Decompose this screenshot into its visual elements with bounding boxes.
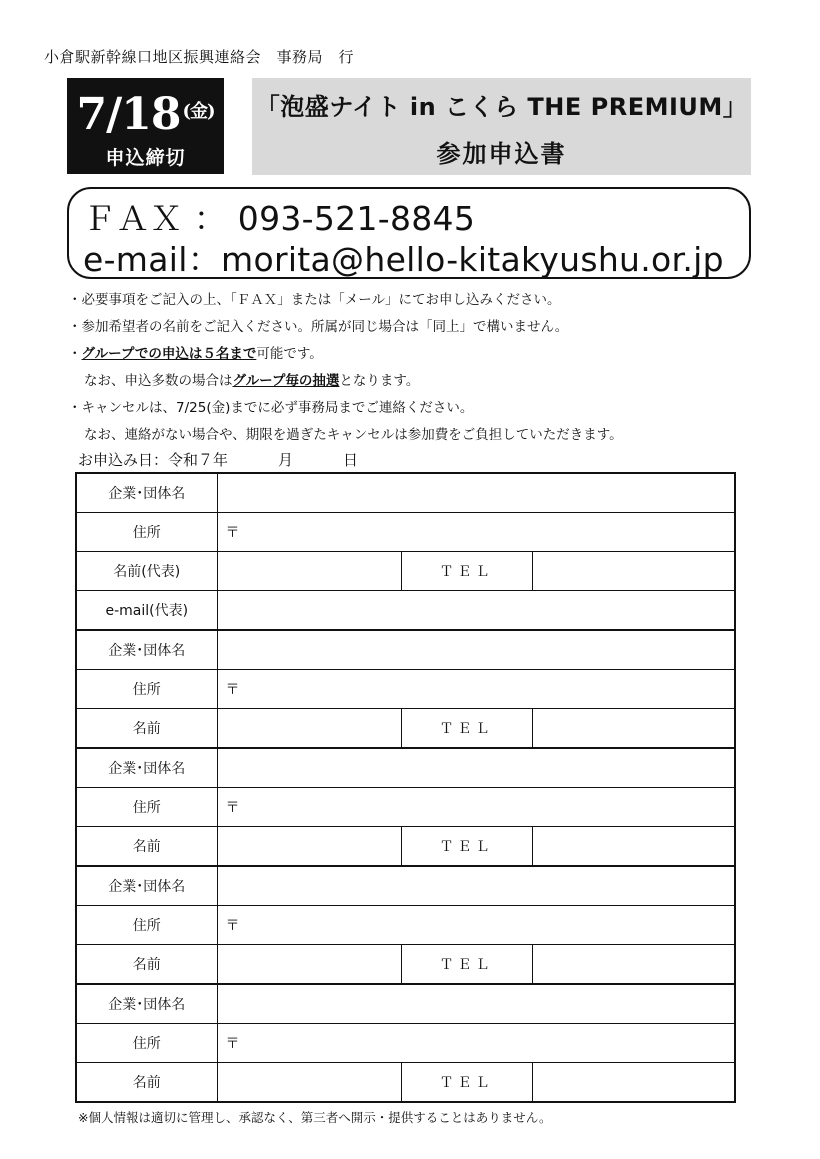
name-field[interactable] <box>217 552 401 591</box>
note-5: ・キャンセルは、7/25(金)までに必ず事務局までご連絡ください。 <box>68 400 474 416</box>
tel-field[interactable] <box>532 1063 735 1103</box>
contact-box <box>67 187 751 279</box>
name-label: 名前 <box>76 827 217 867</box>
deadline-date: 7/18 $^{(金)}$ <box>76 89 215 140</box>
org-field[interactable] <box>217 748 735 788</box>
name-field[interactable] <box>217 1063 401 1103</box>
address-field[interactable]: 〒 <box>217 513 735 552</box>
org-label: 企業･団体名 <box>76 473 217 513</box>
name-label: 名前 <box>76 709 217 749</box>
tel-label: ＴＥＬ <box>401 827 532 867</box>
tel-field[interactable] <box>532 827 735 867</box>
lottery-text: グループ毎の抽選 <box>232 373 340 389</box>
deadline-label: 申込締切 <box>105 147 186 169</box>
name-field[interactable] <box>217 709 401 749</box>
org-label: 企業･団体名 <box>76 984 217 1024</box>
form-title: 参加申込書 <box>436 140 567 168</box>
note-4: なお、申込多数の場合はグループ毎の抽選となります。 <box>84 373 420 389</box>
tel-label: ＴＥＬ <box>401 552 532 591</box>
org-field[interactable] <box>217 984 735 1024</box>
deadline-weekday: (金) <box>182 101 215 122</box>
address-label: 住所 <box>76 788 217 827</box>
org-label: 企業･団体名 <box>76 748 217 788</box>
tel-field[interactable] <box>532 709 735 749</box>
tel-label: ＴＥＬ <box>401 1063 532 1103</box>
tel-field[interactable] <box>532 945 735 985</box>
org-field[interactable] <box>217 630 735 670</box>
title-box <box>252 78 751 175</box>
name-label: 名前 <box>76 1063 217 1103</box>
address-field[interactable]: 〒 <box>217 788 735 827</box>
name-field[interactable] <box>217 945 401 985</box>
group-limit-text: グループでの申込は５名まで <box>81 346 257 362</box>
address-field[interactable]: 〒 <box>217 1024 735 1063</box>
org-label: 企業･団体名 <box>76 866 217 906</box>
note-3: ・グループでの申込は５名まで可能です。 <box>68 346 323 362</box>
instructions <box>68 287 623 449</box>
privacy-note: ※個人情報は適切に管理し、承認なく、第三者へ開示・提供することはありません。 <box>78 1110 552 1125</box>
tel-field[interactable] <box>532 552 735 591</box>
name-rep-label: 名前(代表) <box>76 552 217 591</box>
tel-label: ＴＥＬ <box>401 945 532 985</box>
month-label: 月 <box>278 451 294 469</box>
tel-label: ＴＥＬ <box>401 709 532 749</box>
org-field[interactable] <box>217 866 735 906</box>
application-date: お申込み日：令和７年 月 日 <box>78 451 359 469</box>
email-field[interactable] <box>217 591 735 631</box>
address-label: 住所 <box>76 513 217 552</box>
name-field[interactable] <box>217 827 401 867</box>
name-label: 名前 <box>76 945 217 985</box>
org-field[interactable] <box>217 473 735 513</box>
address-field[interactable]: 〒 <box>217 670 735 709</box>
org-label: 企業･団体名 <box>76 630 217 670</box>
event-title: 「泡盛ナイト in こくら THE PREMIUM」 <box>255 93 748 121</box>
note-1: ・必要事項をご記入の上、「ＦＡＸ」または「メール」にてお申し込みください。 <box>68 292 561 308</box>
deadline-box <box>67 78 224 174</box>
day-label: 日 <box>343 451 359 469</box>
note-2: ・参加希望者の名前をご記入ください。所属が同じ場合は「同上」で構いません。 <box>68 319 569 335</box>
email-address: e-mail：morita@hello-kitakyushu.or.jp <box>83 240 724 279</box>
address-label: 住所 <box>76 1024 217 1063</box>
note-6: なお、連絡がない場合や、期限を過ぎたキャンセルは参加費をご負担していただきます。 <box>84 427 623 443</box>
addressee: 小倉駅新幹線口地区振興連絡会 事務局 行 <box>44 48 355 66</box>
email-rep-label: e-mail(代表) <box>76 591 217 631</box>
fax-number: ＦＡＸ ： 093-521-8845 <box>83 199 476 238</box>
address-field[interactable]: 〒 <box>217 906 735 945</box>
address-label: 住所 <box>76 670 217 709</box>
address-label: 住所 <box>76 906 217 945</box>
application-form <box>75 472 736 1103</box>
